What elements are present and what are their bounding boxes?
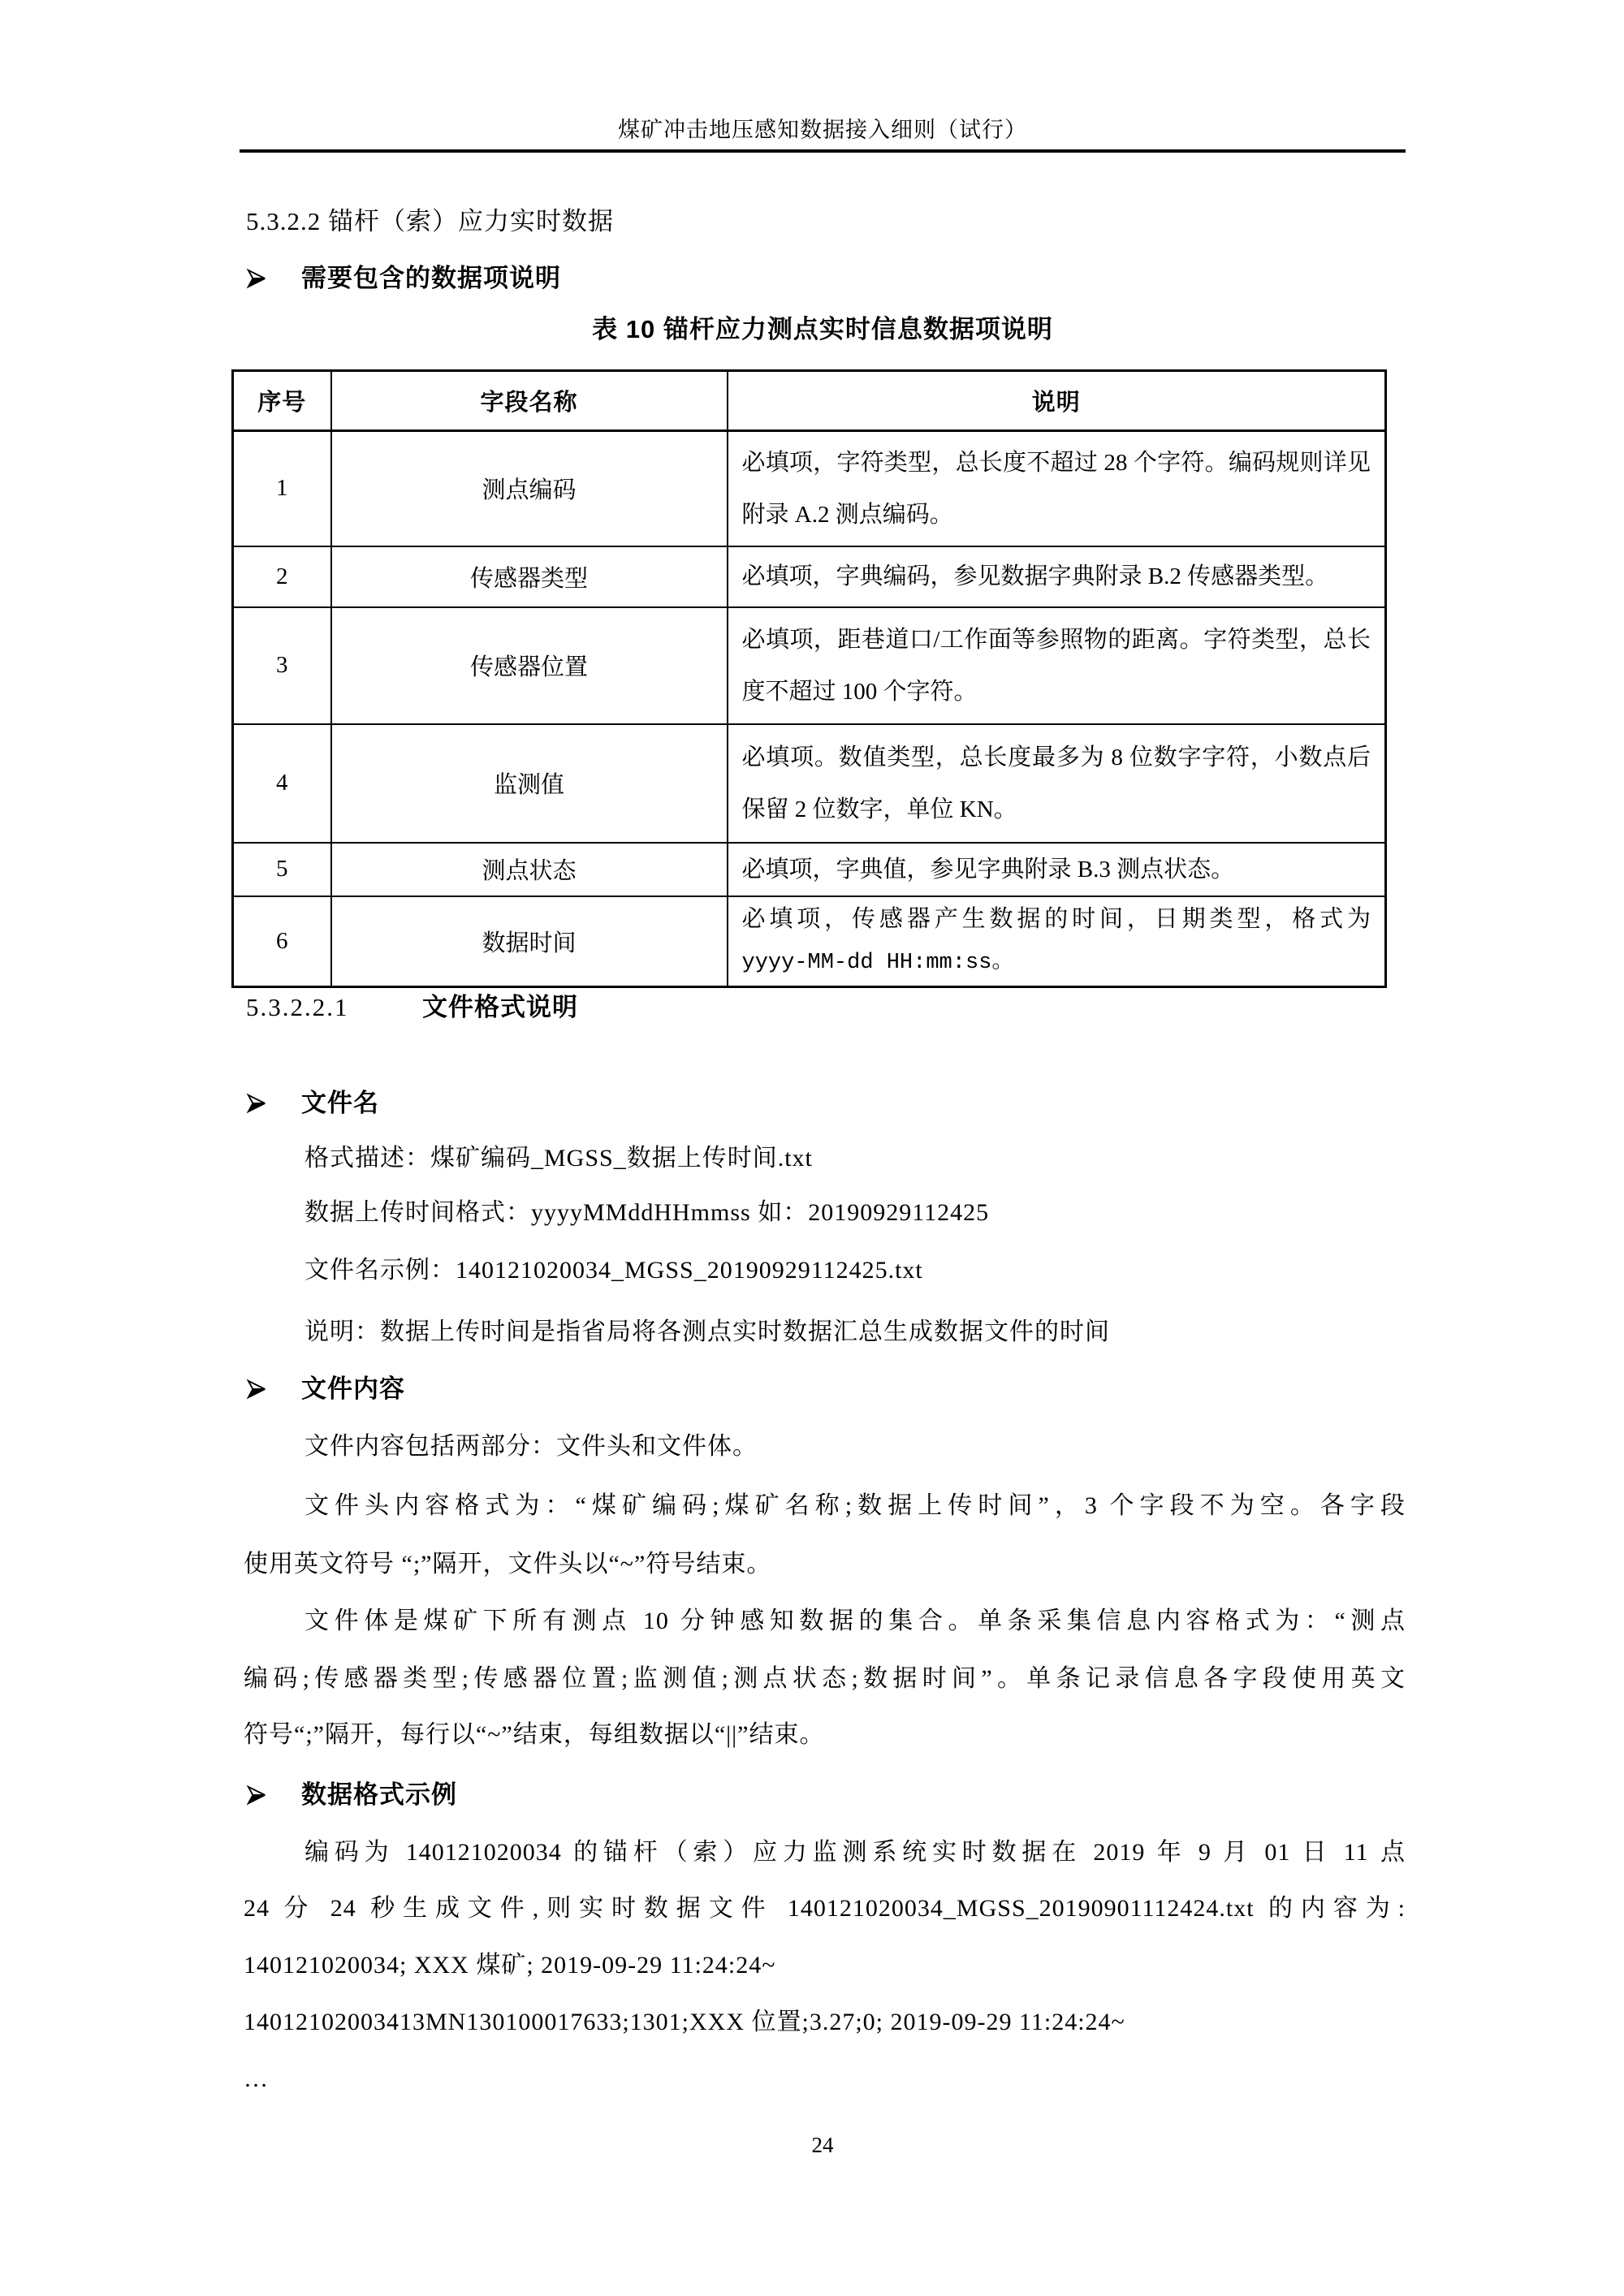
running-header-title: 煤矿冲击地压感知数据接入细则（试行） — [618, 118, 1027, 142]
data-example-record-line: 14012102003413MN130100017633;1301;XXX 位置;3.27;0; 2019-09-29 11:24:24~ — [244, 2009, 1125, 2035]
row-desc-line1: 必填项，传感器产生数据的时间，日期类型，格式为 — [741, 906, 1371, 933]
row-field: 测点编码 — [331, 431, 728, 546]
table-row — [233, 546, 1386, 607]
page-number: 24 — [811, 2133, 834, 2157]
file-content-line: 文件内容包括两部分：文件头和文件体。 — [304, 1433, 758, 1460]
arrow-bullet-icon — [246, 1092, 267, 1115]
subsection-number: 5.3.2.2.1 — [246, 993, 349, 1021]
row-desc — [728, 896, 1386, 987]
subsection-heading — [246, 990, 977, 1025]
row-field: 数据时间 — [331, 896, 728, 987]
file-name-note-line: 说明：数据上传时间是指省局将各测点实时数据汇总生成数据文件的时间 — [304, 1318, 1110, 1345]
header-rule — [240, 149, 1406, 153]
section-heading: 5.3.2.2 锚杆（索）应力实时数据 — [246, 207, 614, 235]
row-field: 监测值 — [331, 724, 728, 843]
row-no: 4 — [233, 724, 331, 843]
bullet-file-content-label: 文件内容 — [301, 1375, 405, 1403]
data-example-file-header-line: 140121020034; XXX 煤矿; 2019-09-29 11:24:24~ — [244, 1952, 776, 1979]
row-field: 传感器类型 — [331, 546, 728, 607]
bullet-file-name — [246, 1086, 379, 1120]
row-desc: 必填项，字典值，参见字典附录 B.3 测点状态。 — [728, 843, 1386, 896]
table-header-field: 字段名称 — [331, 371, 728, 431]
table-row — [233, 431, 1386, 546]
file-content-line: 使用英文符号 “;”隔开，文件头以“~”符号结束。 — [244, 1551, 772, 1577]
file-content-line: 文件体是煤矿下所有测点 10 分钟感知数据的集合。单条采集信息内容格式为：“测点 — [304, 1608, 1406, 1634]
data-example-ellipsis: … — [244, 2065, 269, 2092]
file-name-time-format-line: 数据上传时间格式：yyyyMMddHHmmss 如：20190929112425 — [304, 1199, 990, 1226]
file-content-line: 编码;传感器类型;传感器位置;监测值;测点状态;数据时间”。单条记录信息各字段使用英文 — [244, 1665, 1406, 1692]
row-desc: 必填项，字符类型，总长度不超过 28 个字符。编码规则详见附录 A.2 测点编码。 — [728, 431, 1386, 546]
arrow-bullet-icon — [246, 1378, 267, 1400]
file-name-format-line: 格式描述：煤矿编码_MGSS_数据上传时间.txt — [304, 1145, 813, 1172]
row-desc: 必填项。数值类型，总长度最多为 8 位数字字符，小数点后保留 2 位数字，单位 KN。 — [728, 724, 1386, 843]
row-desc-date-format: yyyy-MM-dd HH:mm:ss。 — [741, 951, 1014, 976]
table-row — [233, 607, 1386, 724]
table-row — [233, 843, 1386, 896]
bullet-data-items-label: 需要包含的数据项说明 — [301, 264, 561, 292]
row-no: 3 — [233, 607, 331, 724]
row-no: 1 — [233, 431, 331, 546]
table-header-no: 序号 — [233, 371, 331, 431]
arrow-bullet-icon — [246, 267, 267, 290]
bullet-data-example-label: 数据格式示例 — [301, 1780, 457, 1809]
arrow-bullet-icon — [246, 1784, 267, 1806]
row-field: 测点状态 — [331, 843, 728, 896]
data-example-line: 编码为 140121020034 的锚杆（索）应力监测系统实时数据在 2019 年 9 月 01 日 11 点 — [304, 1839, 1406, 1866]
table-caption: 表 10 锚杆应力测点实时信息数据项说明 — [592, 315, 1053, 343]
table-row — [233, 896, 1386, 987]
row-no: 2 — [233, 546, 331, 607]
file-content-line: 文件头内容格式为：“煤矿编码;煤矿名称;数据上传时间”，3 个字段不为空。各字段 — [304, 1492, 1406, 1519]
table-header-desc: 说明 — [728, 371, 1386, 431]
bullet-data-items — [246, 261, 561, 296]
bullet-file-name-label: 文件名 — [301, 1089, 379, 1117]
row-no: 5 — [233, 843, 331, 896]
row-field: 传感器位置 — [331, 607, 728, 724]
file-content-line: 符号“;”隔开，每行以“~”结束，每组数据以“||”结束。 — [244, 1721, 825, 1748]
row-desc: 必填项，距巷道口/工作面等参照物的距离。字符类型，总长度不超过 100 个字符。 — [728, 607, 1386, 724]
table-row — [233, 724, 1386, 843]
table-header-row — [233, 371, 1386, 431]
bullet-file-content — [246, 1372, 405, 1406]
row-desc: 必填项，字典编码，参见数据字典附录 B.2 传感器类型。 — [728, 546, 1386, 607]
data-items-table — [231, 369, 1387, 988]
bullet-data-example — [246, 1778, 457, 1812]
data-example-line: 24 分 24 秒生成文件,则实时数据文件 140121020034_MGSS_20190901112424.txt 的内容为: — [244, 1895, 1406, 1922]
row-no: 6 — [233, 896, 331, 987]
file-name-example-line: 文件名示例：140121020034_MGSS_20190929112425.txt — [304, 1257, 923, 1284]
subsection-title: 文件格式说明 — [422, 993, 578, 1021]
